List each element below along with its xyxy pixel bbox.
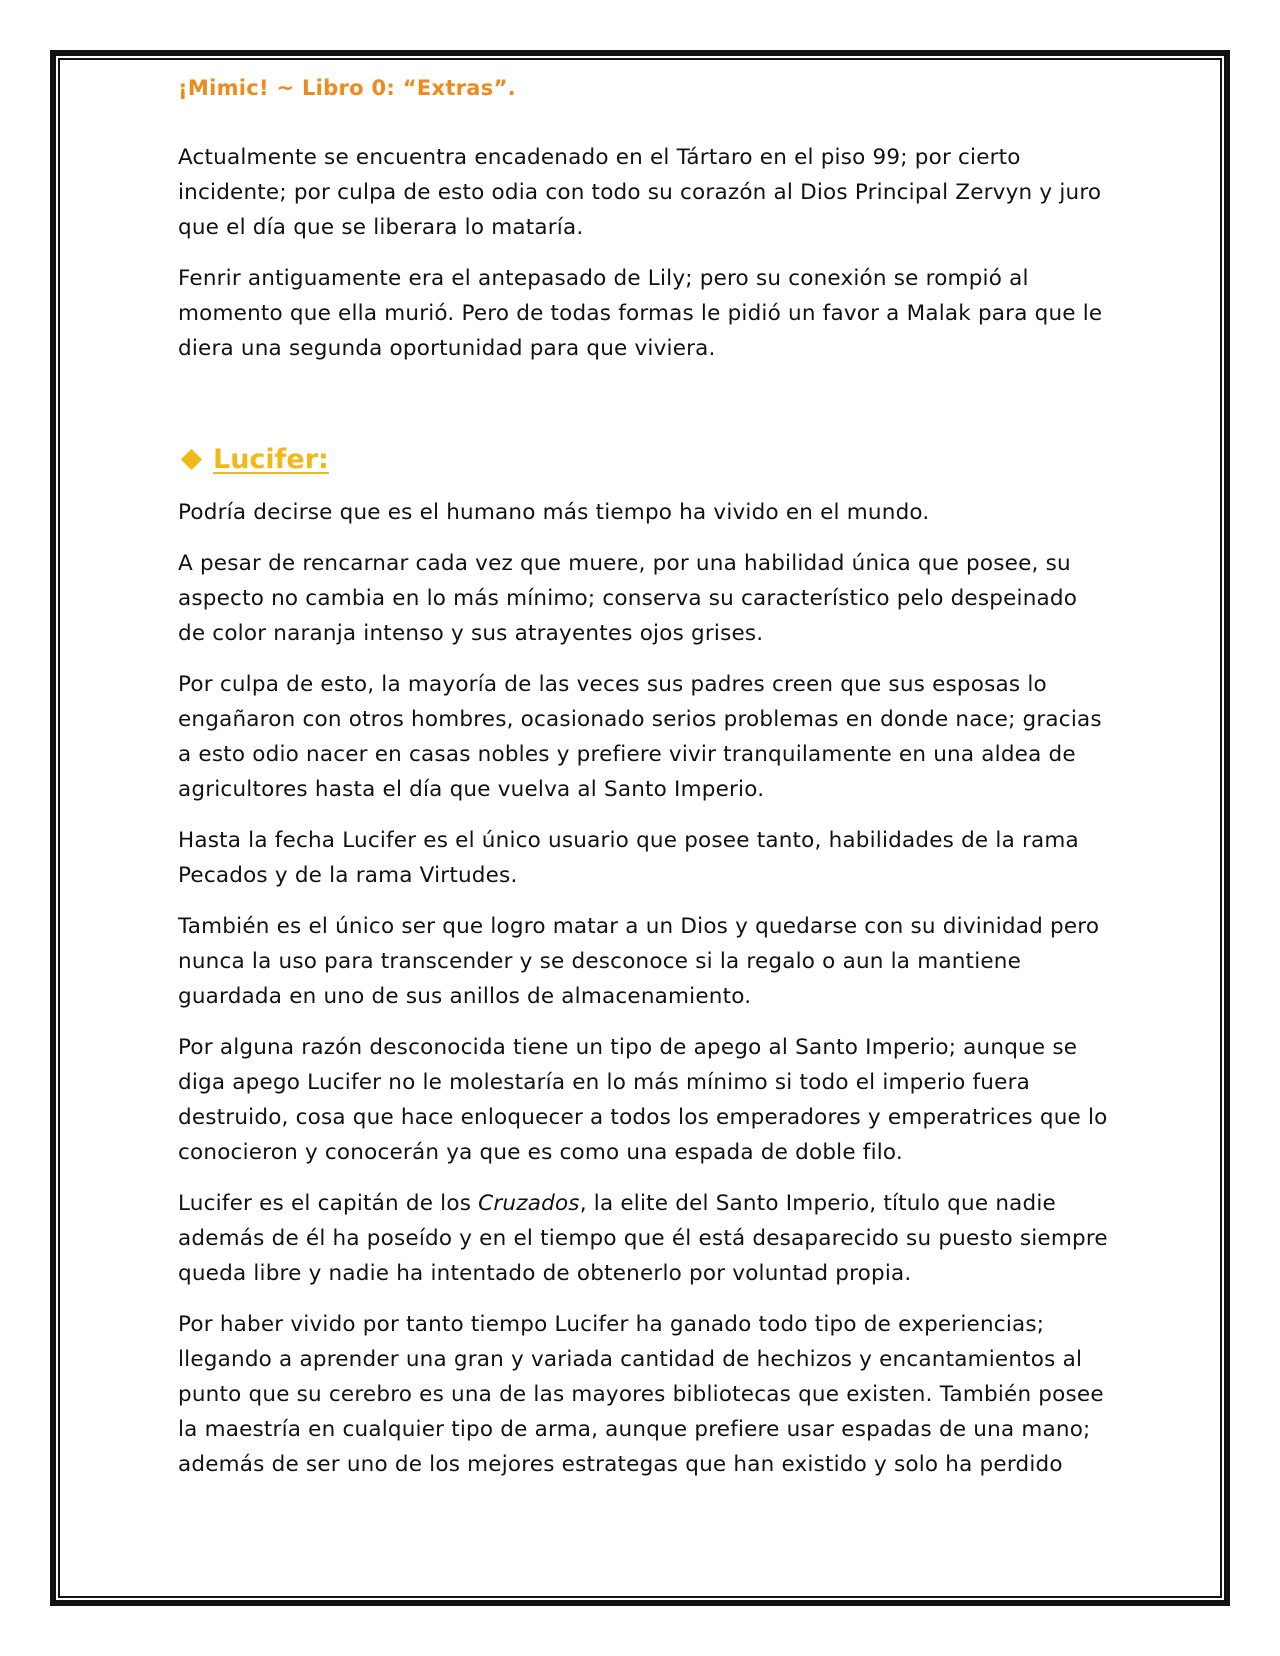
lucifer-paragraph-1: Podría decirse que es el humano más tiempo ha vivido en el mundo.	[178, 500, 930, 525]
cruzados-term: Cruzados	[478, 1191, 580, 1216]
section-heading-label: Lucifer:	[213, 444, 329, 475]
lucifer-paragraph-6: Por alguna razón desconocida tiene un tipo de apego al Santo Imperio; aunque se diga apego Lucifer no le molestaría en lo más mínimo si todo el imperio fuera destruido, cosa que hace enloquecer a todos los emperadores y emperatrices que lo conocieron y conocerán ya que es como una espada de doble filo.	[178, 1035, 1108, 1165]
lucifer-paragraph-5: También es el único ser que logro matar a un Dios y quedarse con su divinidad pero nunca la uso para transcender y se desconoce si la regalo o aun la mantiene guardada en uno de sus anillos de almacenamiento.	[178, 914, 1100, 1009]
diamond-icon	[181, 449, 202, 470]
lucifer-paragraph-2: A pesar de rencarnar cada vez que muere, por una habilidad única que posee, su aspecto no cambia en lo más mínimo; conserva su característico pelo despeinado de color naranja intenso y sus atrayentes ojos grises.	[178, 551, 1078, 646]
intro-paragraph-2: Fenrir antiguamente era el antepasado de Lily; pero su conexión se rompió al momento que ella murió. Pero de todas formas le pidió un favor a Malak para que le diera una segunda oportunidad para que viviera.	[178, 266, 1103, 361]
section-heading-lucifer	[178, 444, 1108, 475]
cruzados-text-before: Lucifer es el capitán de los	[178, 1191, 479, 1216]
lucifer-paragraph-3: Por culpa de esto, la mayoría de las veces sus padres creen que sus esposas lo engañaron con otros hombres, ocasionado serios problemas en donde nace; gracias a esto odio nacer en casas nobles y prefiere vivir tranquilamente en una aldea de agricultores hasta el día que vuelva al Santo Imperio.	[178, 672, 1102, 802]
cruzados-text-after: , la elite del Santo Imperio, título que nadie además de él ha poseído y en el tiempo que él está desaparecido su puesto siempre queda libre y nadie ha intentado de obtenerlo por voluntad propia.	[178, 1191, 1108, 1286]
lucifer-paragraph-cruzados	[178, 1186, 1108, 1291]
lucifer-paragraph-4: Hasta la fecha Lucifer es el único usuario que posee tanto, habilidades de la rama Pecados y de la rama Virtudes.	[178, 828, 1079, 888]
page-content	[178, 76, 1108, 1498]
page-header: ¡Mimic! ~ Libro 0: “Extras”.	[178, 76, 516, 100]
lucifer-paragraph-last: Por haber vivido por tanto tiempo Lucifer ha ganado todo tipo de experiencias; llegando a aprender una gran y variada cantidad de hechizos y encantamientos al punto que su cerebro es una de las mayores bibliotecas que existen. También posee la maestría en cualquier tipo de arma, aunque prefiere usar espadas de una mano; además de ser uno de los mejores estrategas que han existido y solo ha perdido	[178, 1312, 1104, 1477]
intro-paragraph-1: Actualmente se encuentra encadenado en el Tártaro en el piso 99; por cierto incidente; por culpa de esto odia con todo su corazón al Dios Principal Zervyn y juro que el día que se liberara lo mataría.	[178, 145, 1102, 240]
